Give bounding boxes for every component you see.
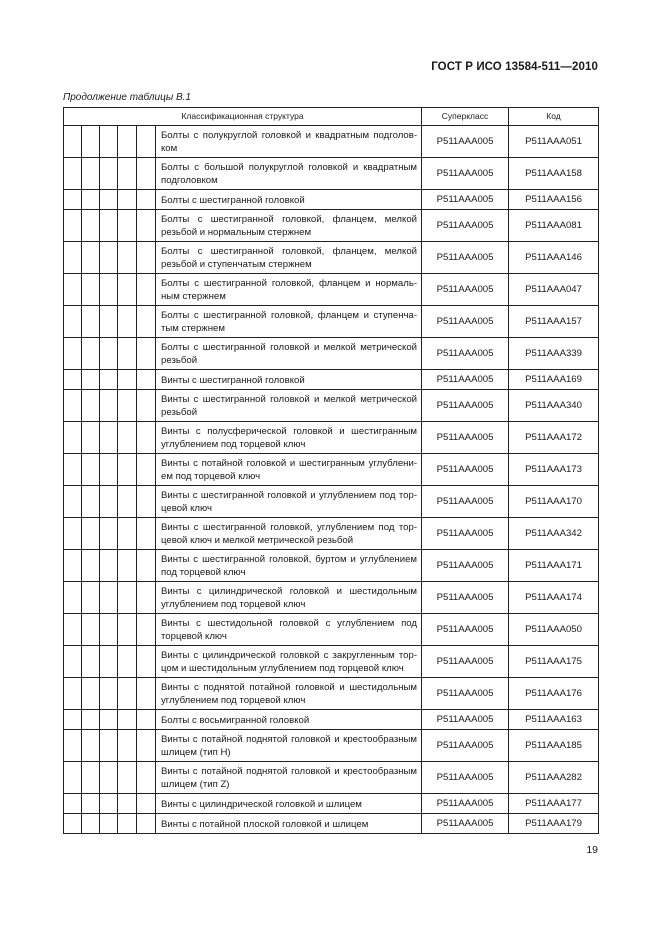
- hierarchy-level-cell: [64, 338, 82, 370]
- hierarchy-level-cell: [64, 582, 82, 614]
- structure-name-cell: Винты с шестигранной головкой и мелкой метрической резьбой: [156, 390, 422, 422]
- hierarchy-level-cell: [118, 306, 137, 338]
- hierarchy-level-cell: [64, 454, 82, 486]
- hierarchy-level-cell: [118, 338, 137, 370]
- hierarchy-level-cell: [100, 242, 118, 274]
- hierarchy-level-cell: [82, 306, 100, 338]
- table-row: [64, 614, 599, 646]
- hierarchy-level-cell: [137, 210, 156, 242]
- hierarchy-level-cell: [82, 678, 100, 710]
- superclass-cell: P511AAA005: [422, 678, 509, 710]
- hierarchy-level-cell: [118, 190, 137, 210]
- structure-name-cell: Винты с шестидольной головкой с углублением под торцевой ключ: [156, 614, 422, 646]
- hierarchy-level-cell: [82, 582, 100, 614]
- code-cell: P511AAA172: [509, 422, 599, 454]
- hierarchy-level-cell: [118, 646, 137, 678]
- code-cell: P511AAA050: [509, 614, 599, 646]
- hierarchy-level-cell: [64, 422, 82, 454]
- hierarchy-level-cell: [82, 390, 100, 422]
- hierarchy-level-cell: [82, 158, 100, 190]
- hierarchy-level-cell: [137, 710, 156, 730]
- hierarchy-level-cell: [100, 762, 118, 794]
- hierarchy-level-cell: [137, 582, 156, 614]
- table-row: [64, 274, 599, 306]
- hierarchy-level-cell: [100, 518, 118, 550]
- hierarchy-level-cell: [118, 814, 137, 834]
- hierarchy-level-cell: [64, 762, 82, 794]
- code-cell: P511AAA339: [509, 338, 599, 370]
- structure-name-cell: Болты с шестигранной головкой, фланцем, мелкой резьбой и нормальным стержнем: [156, 210, 422, 242]
- hierarchy-level-cell: [100, 306, 118, 338]
- hierarchy-level-cell: [64, 730, 82, 762]
- code-cell: P511AAA185: [509, 730, 599, 762]
- structure-name-cell: Винты с цилиндрической головкой и шестидольным углублением под торцевой ключ: [156, 582, 422, 614]
- superclass-cell: P511AAA005: [422, 190, 509, 210]
- structure-name-cell: Болты с шестигранной головкой и мелкой метрической резьбой: [156, 338, 422, 370]
- superclass-cell: P511AAA005: [422, 306, 509, 338]
- hierarchy-level-cell: [82, 338, 100, 370]
- hierarchy-level-cell: [118, 794, 137, 814]
- superclass-cell: P511AAA005: [422, 550, 509, 582]
- structure-name-cell: Болты с восьмигранной головкой: [156, 710, 422, 730]
- hierarchy-level-cell: [100, 646, 118, 678]
- table-row: [64, 210, 599, 242]
- hierarchy-level-cell: [64, 274, 82, 306]
- hierarchy-level-cell: [100, 370, 118, 390]
- hierarchy-level-cell: [82, 730, 100, 762]
- table-row: [64, 814, 599, 834]
- hierarchy-level-cell: [137, 242, 156, 274]
- hierarchy-level-cell: [82, 486, 100, 518]
- hierarchy-level-cell: [137, 486, 156, 518]
- hierarchy-level-cell: [64, 710, 82, 730]
- hierarchy-level-cell: [82, 242, 100, 274]
- hierarchy-level-cell: [118, 454, 137, 486]
- table-body: [64, 126, 599, 834]
- column-header-code: Код: [509, 108, 599, 126]
- superclass-cell: P511AAA005: [422, 370, 509, 390]
- hierarchy-level-cell: [137, 518, 156, 550]
- structure-name-cell: Винты с полусферической головкой и шестигранным углублением под торцевой ключ: [156, 422, 422, 454]
- structure-name-cell: Болты с полукруглой головкой и квадратным подголов-ком: [156, 126, 422, 158]
- hierarchy-level-cell: [64, 678, 82, 710]
- hierarchy-level-cell: [137, 338, 156, 370]
- code-cell: P511AAA158: [509, 158, 599, 190]
- code-cell: P511AAA157: [509, 306, 599, 338]
- hierarchy-level-cell: [64, 614, 82, 646]
- hierarchy-level-cell: [137, 550, 156, 582]
- code-cell: P511AAA051: [509, 126, 599, 158]
- column-header-superclass: Суперкласс: [422, 108, 509, 126]
- hierarchy-level-cell: [118, 390, 137, 422]
- hierarchy-level-cell: [82, 550, 100, 582]
- hierarchy-level-cell: [82, 614, 100, 646]
- hierarchy-level-cell: [137, 814, 156, 834]
- hierarchy-level-cell: [100, 794, 118, 814]
- superclass-cell: P511AAA005: [422, 730, 509, 762]
- hierarchy-level-cell: [82, 814, 100, 834]
- superclass-cell: P511AAA005: [422, 582, 509, 614]
- superclass-cell: P511AAA005: [422, 158, 509, 190]
- table-row: [64, 306, 599, 338]
- code-cell: P511AAA169: [509, 370, 599, 390]
- structure-name-cell: Винты с цилиндрической головкой с закругленным тор-цом и шестидольным углублением под торцевой ключ: [156, 646, 422, 678]
- hierarchy-level-cell: [137, 762, 156, 794]
- table-row: [64, 762, 599, 794]
- hierarchy-level-cell: [118, 158, 137, 190]
- hierarchy-level-cell: [64, 390, 82, 422]
- hierarchy-level-cell: [100, 274, 118, 306]
- hierarchy-level-cell: [100, 814, 118, 834]
- superclass-cell: P511AAA005: [422, 210, 509, 242]
- hierarchy-level-cell: [137, 390, 156, 422]
- structure-name-cell: Винты с потайной поднятой головкой и крестообразным шлицем (тип Z): [156, 762, 422, 794]
- hierarchy-level-cell: [82, 794, 100, 814]
- classification-table: [63, 107, 599, 834]
- table-header-row: [64, 108, 599, 126]
- hierarchy-level-cell: [100, 454, 118, 486]
- hierarchy-level-cell: [118, 710, 137, 730]
- hierarchy-level-cell: [82, 190, 100, 210]
- hierarchy-level-cell: [118, 422, 137, 454]
- structure-name-cell: Винты с потайной поднятой головкой и крестообразным шлицем (тип H): [156, 730, 422, 762]
- hierarchy-level-cell: [82, 518, 100, 550]
- table-caption: Продолжение таблицы В.1: [63, 92, 191, 103]
- hierarchy-level-cell: [137, 422, 156, 454]
- hierarchy-level-cell: [64, 126, 82, 158]
- hierarchy-level-cell: [82, 274, 100, 306]
- hierarchy-level-cell: [118, 210, 137, 242]
- hierarchy-level-cell: [118, 370, 137, 390]
- hierarchy-level-cell: [100, 158, 118, 190]
- code-cell: P511AAA282: [509, 762, 599, 794]
- hierarchy-level-cell: [64, 486, 82, 518]
- structure-name-cell: Болты с шестигранной головкой, фланцем и ступенча-тым стержнем: [156, 306, 422, 338]
- table-row: [64, 710, 599, 730]
- structure-name-cell: Винты с потайной головкой и шестигранным углублени-ем под торцевой ключ: [156, 454, 422, 486]
- hierarchy-level-cell: [100, 422, 118, 454]
- superclass-cell: P511AAA005: [422, 486, 509, 518]
- hierarchy-level-cell: [137, 306, 156, 338]
- hierarchy-level-cell: [64, 794, 82, 814]
- code-cell: P511AAA081: [509, 210, 599, 242]
- hierarchy-level-cell: [64, 550, 82, 582]
- hierarchy-level-cell: [118, 242, 137, 274]
- table-row: [64, 390, 599, 422]
- hierarchy-level-cell: [118, 274, 137, 306]
- code-cell: P511AAA176: [509, 678, 599, 710]
- hierarchy-level-cell: [64, 814, 82, 834]
- structure-name-cell: Болты с шестигранной головкой, фланцем и нормаль-ным стержнем: [156, 274, 422, 306]
- superclass-cell: P511AAA005: [422, 794, 509, 814]
- superclass-cell: P511AAA005: [422, 518, 509, 550]
- table-row: [64, 370, 599, 390]
- hierarchy-level-cell: [118, 550, 137, 582]
- hierarchy-level-cell: [64, 158, 82, 190]
- structure-name-cell: Винты с шестигранной головкой: [156, 370, 422, 390]
- table-row: [64, 518, 599, 550]
- superclass-cell: P511AAA005: [422, 614, 509, 646]
- hierarchy-level-cell: [64, 190, 82, 210]
- hierarchy-level-cell: [137, 646, 156, 678]
- table-row: [64, 678, 599, 710]
- hierarchy-level-cell: [82, 210, 100, 242]
- code-cell: P511AAA171: [509, 550, 599, 582]
- hierarchy-level-cell: [82, 454, 100, 486]
- table-row: [64, 486, 599, 518]
- hierarchy-level-cell: [137, 454, 156, 486]
- structure-name-cell: Винты с шестигранной головкой, буртом и углублением под торцевой ключ: [156, 550, 422, 582]
- hierarchy-level-cell: [64, 242, 82, 274]
- hierarchy-level-cell: [118, 582, 137, 614]
- hierarchy-level-cell: [137, 678, 156, 710]
- hierarchy-level-cell: [64, 210, 82, 242]
- hierarchy-level-cell: [118, 762, 137, 794]
- hierarchy-level-cell: [82, 126, 100, 158]
- structure-name-cell: Болты с большой полукруглой головкой и квадратным подголовком: [156, 158, 422, 190]
- hierarchy-level-cell: [64, 306, 82, 338]
- hierarchy-level-cell: [118, 126, 137, 158]
- code-cell: P511AAA177: [509, 794, 599, 814]
- hierarchy-level-cell: [118, 678, 137, 710]
- hierarchy-level-cell: [82, 370, 100, 390]
- superclass-cell: P511AAA005: [422, 814, 509, 834]
- structure-name-cell: Винты с шестигранной головкой, углублением под тор-цевой ключ и мелкой метрической резьбой: [156, 518, 422, 550]
- table-row: [64, 582, 599, 614]
- table-row: [64, 550, 599, 582]
- structure-name-cell: Винты с цилиндрической головкой и шлицем: [156, 794, 422, 814]
- hierarchy-level-cell: [100, 678, 118, 710]
- superclass-cell: P511AAA005: [422, 274, 509, 306]
- hierarchy-level-cell: [100, 486, 118, 518]
- hierarchy-level-cell: [100, 614, 118, 646]
- hierarchy-level-cell: [137, 126, 156, 158]
- hierarchy-level-cell: [137, 370, 156, 390]
- hierarchy-level-cell: [137, 158, 156, 190]
- table-row: [64, 646, 599, 678]
- table-row: [64, 158, 599, 190]
- table-row: [64, 730, 599, 762]
- table-row: [64, 242, 599, 274]
- hierarchy-level-cell: [118, 518, 137, 550]
- code-cell: P511AAA156: [509, 190, 599, 210]
- table-row: [64, 422, 599, 454]
- table-row: [64, 794, 599, 814]
- hierarchy-level-cell: [100, 210, 118, 242]
- hierarchy-level-cell: [137, 274, 156, 306]
- hierarchy-level-cell: [137, 190, 156, 210]
- table-row: [64, 126, 599, 158]
- hierarchy-level-cell: [100, 390, 118, 422]
- document-standard-header: ГОСТ Р ИСО 13584-511—2010: [431, 61, 598, 73]
- code-cell: P511AAA174: [509, 582, 599, 614]
- code-cell: P511AAA175: [509, 646, 599, 678]
- table-row: [64, 454, 599, 486]
- hierarchy-level-cell: [118, 486, 137, 518]
- hierarchy-level-cell: [100, 582, 118, 614]
- code-cell: P511AAA179: [509, 814, 599, 834]
- hierarchy-level-cell: [137, 614, 156, 646]
- structure-name-cell: Болты с шестигранной головкой: [156, 190, 422, 210]
- hierarchy-level-cell: [64, 370, 82, 390]
- superclass-cell: P511AAA005: [422, 242, 509, 274]
- hierarchy-level-cell: [64, 646, 82, 678]
- structure-name-cell: Винты с потайной плоской головкой и шлицем: [156, 814, 422, 834]
- hierarchy-level-cell: [82, 762, 100, 794]
- structure-name-cell: Винты с шестигранной головкой и углублением под тор-цевой ключ: [156, 486, 422, 518]
- structure-name-cell: Винты с поднятой потайной головкой и шестидольным углублением под торцевой ключ: [156, 678, 422, 710]
- superclass-cell: P511AAA005: [422, 422, 509, 454]
- hierarchy-level-cell: [137, 730, 156, 762]
- hierarchy-level-cell: [64, 518, 82, 550]
- column-header-structure: Классификационная структура: [64, 108, 422, 126]
- superclass-cell: P511AAA005: [422, 126, 509, 158]
- code-cell: P511AAA047: [509, 274, 599, 306]
- hierarchy-level-cell: [118, 730, 137, 762]
- code-cell: P511AAA146: [509, 242, 599, 274]
- structure-name-cell: Болты с шестигранной головкой, фланцем, мелкой резьбой и ступенчатым стержнем: [156, 242, 422, 274]
- superclass-cell: P511AAA005: [422, 710, 509, 730]
- code-cell: P511AAA340: [509, 390, 599, 422]
- hierarchy-level-cell: [100, 126, 118, 158]
- superclass-cell: P511AAA005: [422, 646, 509, 678]
- hierarchy-level-cell: [82, 646, 100, 678]
- hierarchy-level-cell: [82, 422, 100, 454]
- hierarchy-level-cell: [100, 730, 118, 762]
- hierarchy-level-cell: [100, 550, 118, 582]
- hierarchy-level-cell: [100, 710, 118, 730]
- code-cell: P511AAA342: [509, 518, 599, 550]
- code-cell: P511AAA173: [509, 454, 599, 486]
- hierarchy-level-cell: [100, 338, 118, 370]
- superclass-cell: P511AAA005: [422, 454, 509, 486]
- code-cell: P511AAA170: [509, 486, 599, 518]
- superclass-cell: P511AAA005: [422, 338, 509, 370]
- table-row: [64, 190, 599, 210]
- code-cell: P511AAA163: [509, 710, 599, 730]
- superclass-cell: P511AAA005: [422, 390, 509, 422]
- page-number: 19: [586, 844, 598, 856]
- hierarchy-level-cell: [82, 710, 100, 730]
- table-row: [64, 338, 599, 370]
- hierarchy-level-cell: [137, 794, 156, 814]
- hierarchy-level-cell: [100, 190, 118, 210]
- hierarchy-level-cell: [118, 614, 137, 646]
- superclass-cell: P511AAA005: [422, 762, 509, 794]
